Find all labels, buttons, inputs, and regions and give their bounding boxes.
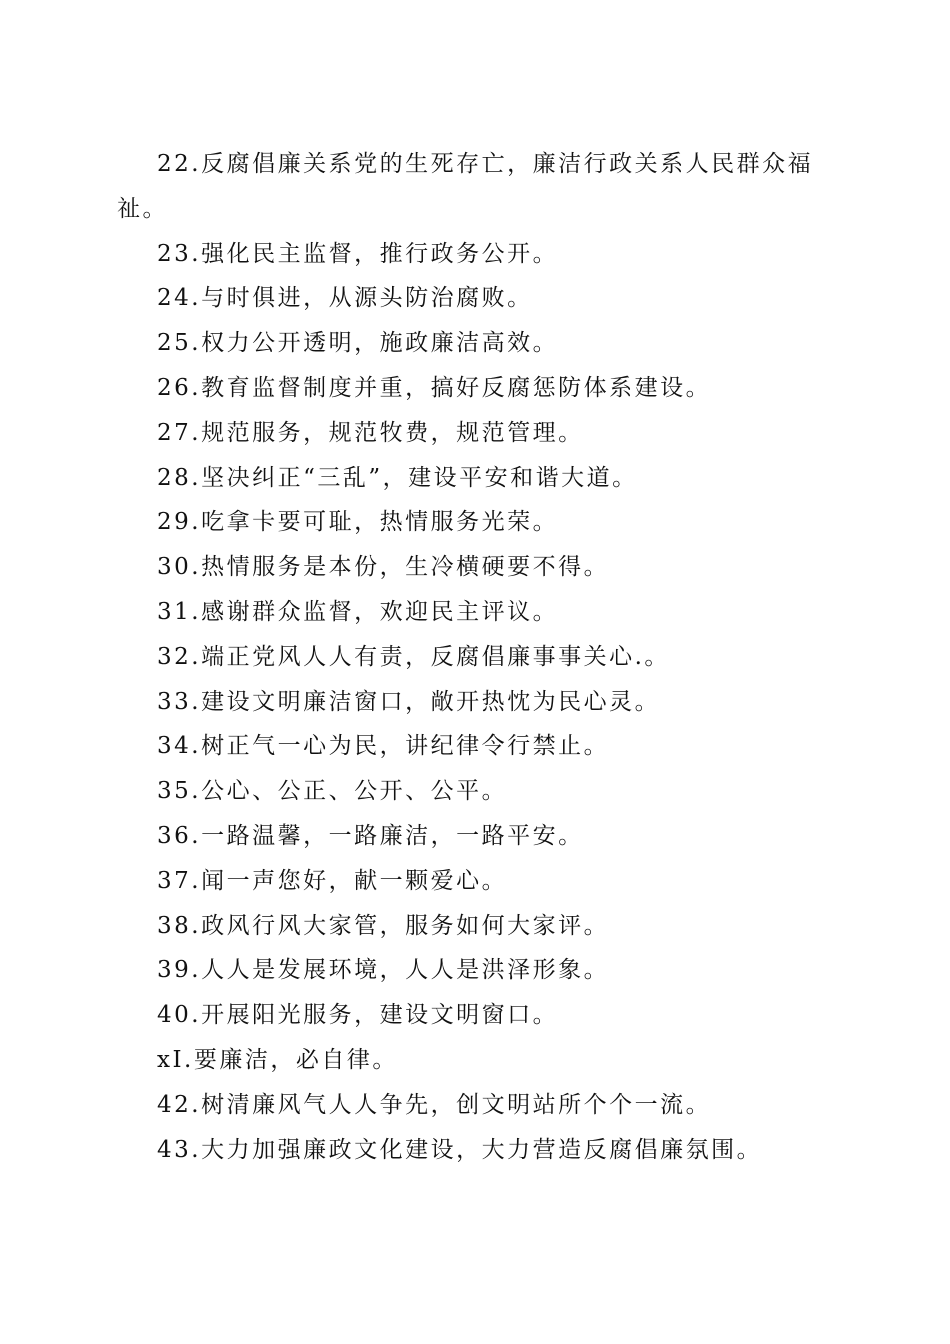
slogan-item-41: xI.要廉洁，必自律。 xyxy=(157,1046,398,1073)
slogan-item-25: 25.权力公开透明，施政廉洁高效。 xyxy=(157,330,559,357)
slogan-item-42: 42.树清廉风气人人争先，创文明站所个个一流。 xyxy=(157,1091,712,1118)
slogan-item-36: 36.一路温馨，一路廉洁，一路平安。 xyxy=(157,822,584,849)
slogan-item-24: 24.与时俱进，从源头防治腐败。 xyxy=(157,285,533,312)
slogan-item-27: 27.规范服务，规范牧费，规范管理。 xyxy=(157,419,584,446)
slogan-item-38: 38.政风行风大家管，服务如何大家评。 xyxy=(157,912,610,939)
slogan-item-34: 34.树正气一心为民，讲纪律令行禁止。 xyxy=(157,733,610,760)
slogan-item-32: 32.端正党风人人有责，反腐倡廉事事关心.。 xyxy=(157,643,670,670)
slogan-item-22: 22.反腐倡廉关系党的生死存亡，廉洁行政关系人民群众福祉。 xyxy=(117,151,814,222)
slogan-item-37: 37.闻一声您好，献一颗爱心。 xyxy=(157,867,508,894)
slogan-list xyxy=(117,142,829,1172)
slogan-item-33: 33.建设文明廉洁窗口，敞开热忱为民心灵。 xyxy=(157,688,661,715)
slogan-item-39: 39.人人是发展环境，人人是洪泽形象。 xyxy=(157,957,610,984)
slogan-item-40: 40.开展阳光服务，建设文明窗口。 xyxy=(157,1002,559,1029)
slogan-item-28: 28.坚决纠正“三乱”，建设平安和谐大道。 xyxy=(157,464,638,491)
slogan-item-23: 23.强化民主监督，推行政务公开。 xyxy=(157,240,559,267)
slogan-item-31: 31.感谢群众监督，欢迎民主评议。 xyxy=(157,598,559,625)
slogan-item-30: 30.热情服务是本份，生冷横硬要不得。 xyxy=(157,554,610,581)
slogan-item-35: 35.公心、公正、公开、公平。 xyxy=(157,778,508,805)
slogan-item-43: 43.大力加强廉政文化建设，大力营造反腐倡廉氛围。 xyxy=(157,1136,763,1163)
slogan-item-29: 29.吃拿卡要可耻，热情服务光荣。 xyxy=(157,509,559,536)
slogan-item-26: 26.教育监督制度并重，搞好反腐惩防体系建设。 xyxy=(157,374,712,401)
